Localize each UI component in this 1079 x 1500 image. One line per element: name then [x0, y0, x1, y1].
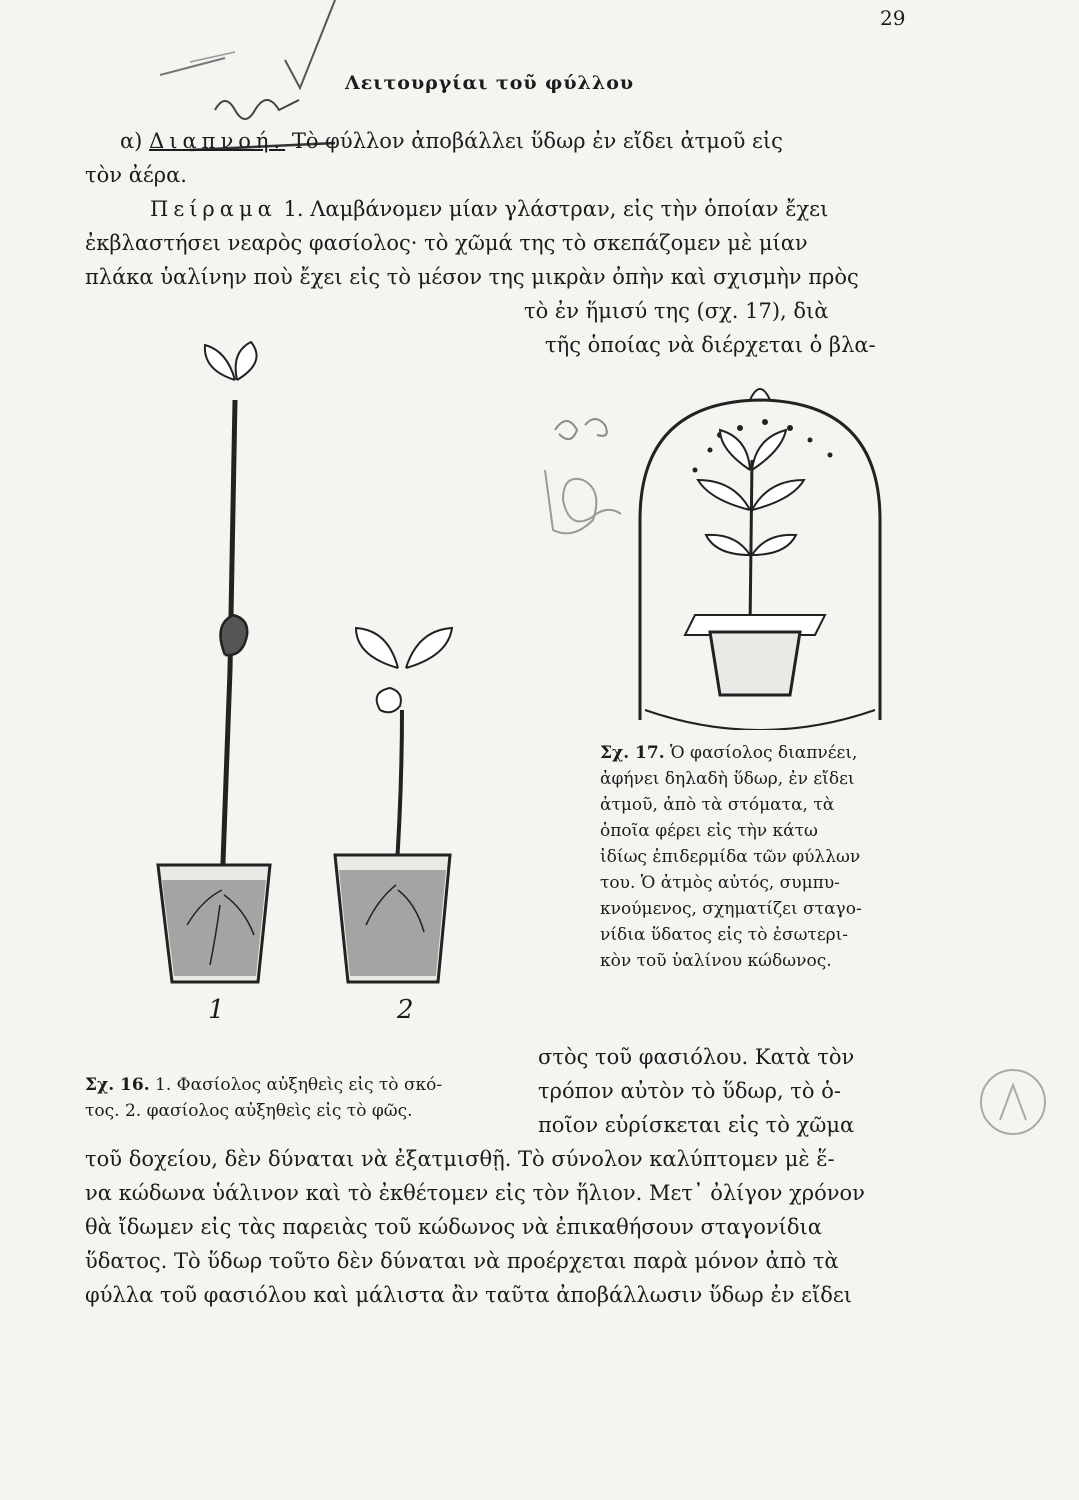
jar-base: [645, 710, 875, 730]
experiment-label: Πείραμα: [150, 197, 277, 221]
pot-2-soil: [339, 870, 446, 976]
figure-17-caption-line-4: ὁποῖα φέρει εἰς τὴν κάτω: [600, 821, 818, 841]
page-number: 29: [880, 6, 906, 30]
pencil-stroke-top-2: [190, 52, 235, 62]
figure-17-illustration: [600, 370, 920, 730]
stamp-glyph: [1000, 1085, 1026, 1120]
jar-pot: [710, 632, 800, 695]
experiment-line-3: πλάκα ὑαλίνην ποὺ ἔχει εἰς τὸ μέσον της μικρὰν ὀπὴν καὶ σχισμὴν πρὸς: [85, 265, 859, 289]
section-a-line-1: [120, 124, 783, 158]
figure-17-caption-line-3: ἀτμοῦ, ἀπὸ τὰ στόματα, τὰ: [600, 795, 835, 815]
pencil-stroke-top: [160, 58, 225, 75]
experiment-line-7: τρόπον αὐτὸν τὸ ὕδωρ, τὸ ὁ-: [538, 1079, 841, 1103]
pencil-scribble-sos: [215, 100, 299, 119]
figure-17-caption-line-1: [600, 740, 857, 766]
experiment-line-2: ἐκβλαστήσει νεαρὸς φασίολος· τὸ χῶμά της τὸ σκεπάζομεν μὲ μίαν: [85, 231, 808, 255]
experiment-line-6: στὸς τοῦ φασιόλου. Κατὰ τὸν: [538, 1045, 855, 1069]
figure-16-caption-line-2: τος. 2. φασίολος αὐξηθεὶς εἰς τὸ φῶς.: [85, 1101, 413, 1121]
figure-17-caption-line-6: του. Ὁ ἀτμὸς αὐτός, συμπυ-: [600, 873, 840, 893]
figure-17-caption-text: Ὁ φασίολος διαπνέει,: [670, 743, 858, 763]
experiment-line-1: [150, 192, 828, 226]
seedling-2-leaf-left: [356, 628, 398, 668]
experiment-line-10: να κώδωνα ὑάλινον καὶ τὸ ἐκθέτομεν εἰς τὸν ἥλιον. Μετ᾽ ὀλίγον χρόνον: [85, 1181, 865, 1205]
jar-plant-stem: [750, 460, 752, 630]
figure-17-caption-line-9: κὸν τοῦ ὑαλίνου κώδωνος.: [600, 951, 832, 971]
figure-16-caption-line-1: [85, 1072, 442, 1098]
figure-17-caption-line-2: ἀφήνει δηλαδὴ ὕδωρ, ἐν εἴδει: [600, 769, 855, 789]
page-heading: Λειτουργίαι τοῦ φύλλου: [345, 72, 635, 94]
seedling-1-leaf-right: [236, 342, 257, 380]
stamp-circle: [981, 1070, 1045, 1134]
seedling-1-leaf-left: [205, 345, 235, 380]
seedling-2-cotyledon: [377, 688, 401, 712]
section-a-text: Τὸ φύλλον ἀποβάλλει ὕδωρ ἐν εἴδει ἀτμοῦ εἰς: [291, 129, 783, 153]
figure-16-illustration: [140, 340, 480, 1040]
figure-17-caption-line-5: ἰδίως ἐπιδερμίδα τῶν φύλλων: [600, 847, 861, 867]
seedling-1-cotyledon: [221, 615, 248, 655]
experiment-line-4: τὸ ἐν ἥμισύ της (σχ. 17), διὰ: [524, 299, 829, 323]
experiment-line-5: τῆς ὁποίας νὰ διέρχεται ὁ βλα-: [545, 333, 876, 357]
figure-16-caption-text: 1. Φασίολος αὐξηθεὶς εἰς τὸ σκό-: [155, 1075, 443, 1095]
section-a-term: Διαπνοή.: [149, 129, 286, 153]
section-a-label: α): [120, 129, 143, 153]
experiment-line-12: ὕδατος. Τὸ ὕδωρ τοῦτο δὲν δύναται νὰ προέρχεται παρὰ μόνον ἀπὸ τὰ: [85, 1249, 839, 1273]
experiment-line-9: τοῦ δοχείου, δὲν δύναται νὰ ἐξατμισθῇ. Τὸ σύνολον καλύπτομεν μὲ ἕ-: [85, 1147, 835, 1171]
experiment-number: 1.: [283, 197, 304, 221]
bell-jar-knob: [750, 389, 770, 400]
experiment-text: Λαμβάνομεν μίαν γλάστραν, εἰς τὴν ὁποίαν ἔχει: [310, 197, 829, 221]
section-a-line-2: τὸν ἀέρα.: [85, 163, 187, 187]
figure-16-caption-label: Σχ. 16.: [85, 1075, 150, 1095]
experiment-line-8: ποῖον εὑρίσκεται εἰς τὸ χῶμα: [538, 1113, 855, 1137]
pencil-check-mark: [285, 0, 335, 88]
experiment-line-11: θὰ ἴδωμεν εἰς τὰς παρειὰς τοῦ κώδωνος νὰ ἐπικαθήσουν σταγονίδια: [85, 1215, 822, 1239]
figure-17-caption-line-8: νίδια ὕδατος εἰς τὸ ἐσωτερι-: [600, 925, 849, 945]
figure-16-label-2: 2: [397, 995, 414, 1025]
figure-17-caption-label: Σχ. 17.: [600, 743, 665, 763]
figure-16-label-1: 1: [208, 995, 225, 1025]
figure-17-caption-line-7: κνούμενος, σχηματίζει σταγο-: [600, 899, 862, 919]
seedling-2-leaf-right: [406, 628, 452, 668]
experiment-line-13: φύλλα τοῦ φασιόλου καὶ μάλιστα ἂν ταῦτα ἀποβάλλωσιν ὕδωρ ἐν εἴδει: [85, 1283, 853, 1307]
